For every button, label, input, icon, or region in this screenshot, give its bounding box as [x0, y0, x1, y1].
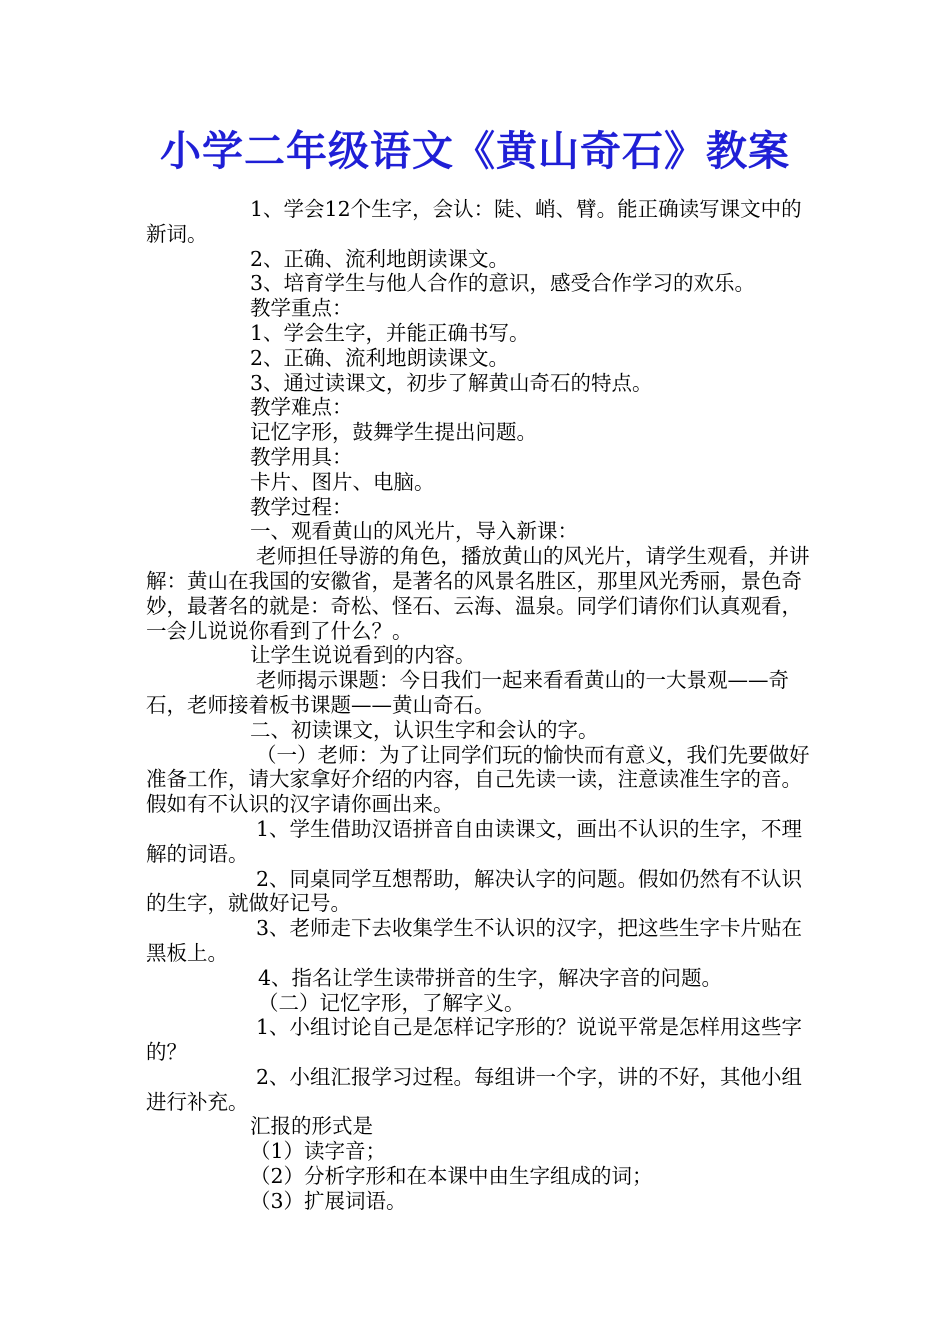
document-body — [146, 197, 812, 1214]
paragraph: 汇报的形式是 — [250, 1114, 373, 1139]
section-heading: 教学用具： — [250, 444, 353, 469]
paragraph: 让学生说说看到的内容。 — [250, 643, 476, 668]
section-heading: 教学过程： — [250, 494, 353, 519]
paragraph: 1、学会12个生字，会认：陡、峭、臂。能正确读写课文中的新词。 — [146, 197, 802, 246]
paragraph: 4、指名让学生读带拼音的生字，解决字音的问题。 — [258, 965, 723, 990]
document-title: 小学二年级语文《黄山奇石》教案 — [160, 127, 790, 175]
paragraph: 老师担任导游的角色，播放黄山的风光片，请学生观看，并讲解：黄山在我国的安徽省，是著名的风景名胜区，那里风光秀丽，景色奇妙，最著名的就是：奇松、怪石、云海、温泉。同学们请你们认真观看，一会儿说说你看到了什么？。 — [146, 544, 810, 643]
paragraph: 1、学会生字，并能正确书写。 — [250, 320, 530, 345]
paragraph: 1、学生借助汉语拼音自由读课文，画出不认识的生字，不理解的词语。 — [146, 816, 803, 866]
paragraph: （3）扩展词语。 — [250, 1188, 407, 1213]
paragraph: 一、观看黄山的风光片，导入新课： — [250, 519, 578, 544]
paragraph: 3、老师走下去收集学生不认识的汉字，把这些生字卡片贴在黑板上。 — [146, 916, 803, 965]
paragraph: 3、通过读课文，初步了解黄山奇石的特点。 — [250, 370, 653, 395]
paragraph: 1、小组讨论自己是怎样记字形的？说说平常是怎样用这些字的？ — [146, 1015, 803, 1065]
paragraph: （2）分析字形和在本课中由生字组成的词； — [250, 1164, 653, 1189]
paragraph: 记忆字形，鼓舞学生提出问题。 — [250, 420, 537, 445]
paragraph: （二）记忆字形，了解字义。 — [258, 990, 525, 1015]
paragraph: 2、正确、流利地朗读课文。 — [250, 345, 510, 370]
paragraph: （一）老师：为了让同学们玩的愉快而有意义，我们先要做好准备工作，请大家拿好介绍的内容，自己先读一读，注意读准生字的音。假如有不认识的汉字请你画出来。 — [146, 742, 810, 817]
paragraph: 2、小组汇报学习过程。每组讲一个字，讲的不好，其他小组进行补充。 — [146, 1064, 803, 1114]
paragraph: 老师揭示课题：今日我们一起来看看黄山的一大景观——奇石，老师接着板书课题——黄山奇石。 — [146, 668, 789, 717]
paragraph: 3、培育学生与他人合作的意识，感受合作学习的欢乐。 — [250, 271, 756, 296]
paragraph: （1）读字音； — [250, 1139, 387, 1164]
paragraph: 卡片、图片、电脑。 — [250, 469, 435, 494]
paragraph: 2、正确、流利地朗读课文。 — [250, 246, 510, 271]
paragraph: 二、初读课文，认识生字和会认的字。 — [250, 717, 599, 742]
section-heading: 教学难点： — [250, 395, 353, 420]
section-heading: 教学重点： — [250, 296, 353, 321]
paragraph: 2、同桌同学互想帮助，解决认字的问题。假如仍然有不认识的生字，就做好记号。 — [146, 866, 803, 916]
